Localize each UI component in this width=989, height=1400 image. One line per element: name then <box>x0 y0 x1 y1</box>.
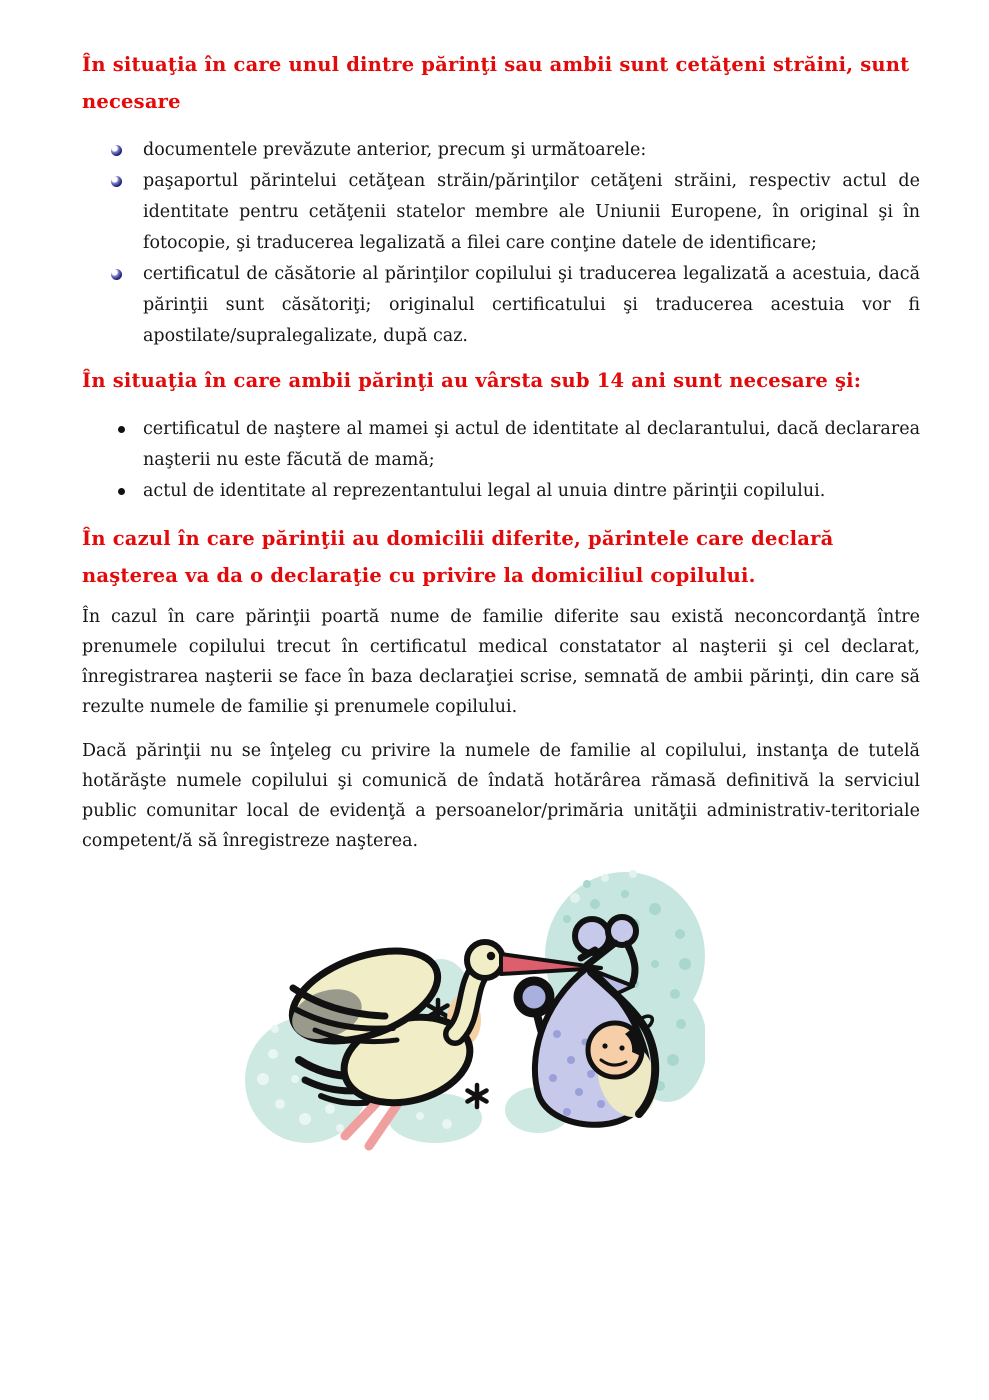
dot-bullet-icon <box>118 426 125 433</box>
list-item <box>82 414 920 476</box>
list-item <box>82 166 920 259</box>
paragraph-court-decision: Dacă părinţii nu se înţeleg cu privire la numele de familie al copilului, instanţa de tutelă hotărăşte numele copilului şi comunică de îndată hotărârea rămasă definitivă la serviciul public comunitar local de evidenţă a persoanelor/primăria unităţii administrativ-teritoriale competent/ă să înregistreze naşterea. <box>82 741 920 851</box>
list-item-text: paşaportul părintelui cetăţean străin/părinţilor cetăţeni străini, respectiv actul de identitate pentru cetăţenii statelor membre ale Uniunii Europene, în original şi în fotocopie, şi traducerea legalizată a filei care conţine datele de identificare; <box>143 171 920 253</box>
list-foreign-docs <box>82 135 920 352</box>
stork-baby-clipart-image <box>235 864 705 1154</box>
list-item-text: actul de identitate al reprezentantului legal al unuia dintre părinţii copilului. <box>143 481 826 501</box>
ball-bullet-icon <box>111 269 122 280</box>
list-item-text: certificatul de căsătorie al părinţilor copilului şi traducerea legalizată a acestuia, dacă părinţii sunt căsătoriţi; originalul certificatului şi traducerea acestuia vor fi apostilate/supralegalizate, după caz. <box>143 264 920 346</box>
list-item <box>82 259 920 352</box>
list-item <box>82 135 920 166</box>
list-item <box>82 476 920 507</box>
ball-bullet-icon <box>111 176 122 187</box>
dot-bullet-icon <box>118 488 125 495</box>
heading-different-domiciles: În cazul în care părinţii au domicilii diferite, părintele care declară naşterea va da o declaraţie cu privire la domiciliul copilului. <box>82 527 834 587</box>
stork-baby-clipart <box>235 864 705 1154</box>
heading-foreign-parents: În situaţia în care unul dintre părinţi sau ambii sunt cetăţeni străini, sunt necesare <box>82 53 910 113</box>
list-under14-docs <box>82 414 920 507</box>
ball-bullet-icon <box>111 145 122 156</box>
paragraph-different-family-names: În cazul în care părinţii poartă nume de familie diferite sau există neconcordanţă între prenumele copilului trecut în certificatul medical constatator al naşterii şi cel declarat, înregistrarea naşterii se face în baza declaraţiei scrise, semnată de ambii părinţi, din care să rezulte numele de familie şi prenumele copilului. <box>82 607 920 717</box>
list-item-text: certificatul de naştere al mamei şi actul de identitate al declarantului, dacă declararea naşterii nu este făcută de mamă; <box>143 419 920 470</box>
heading-under-14: În situaţia în care ambii părinţi au vârsta sub 14 ani sunt necesare şi: <box>82 369 862 392</box>
list-item-text: documentele prevăzute anterior, precum şi următoarele: <box>143 140 647 160</box>
